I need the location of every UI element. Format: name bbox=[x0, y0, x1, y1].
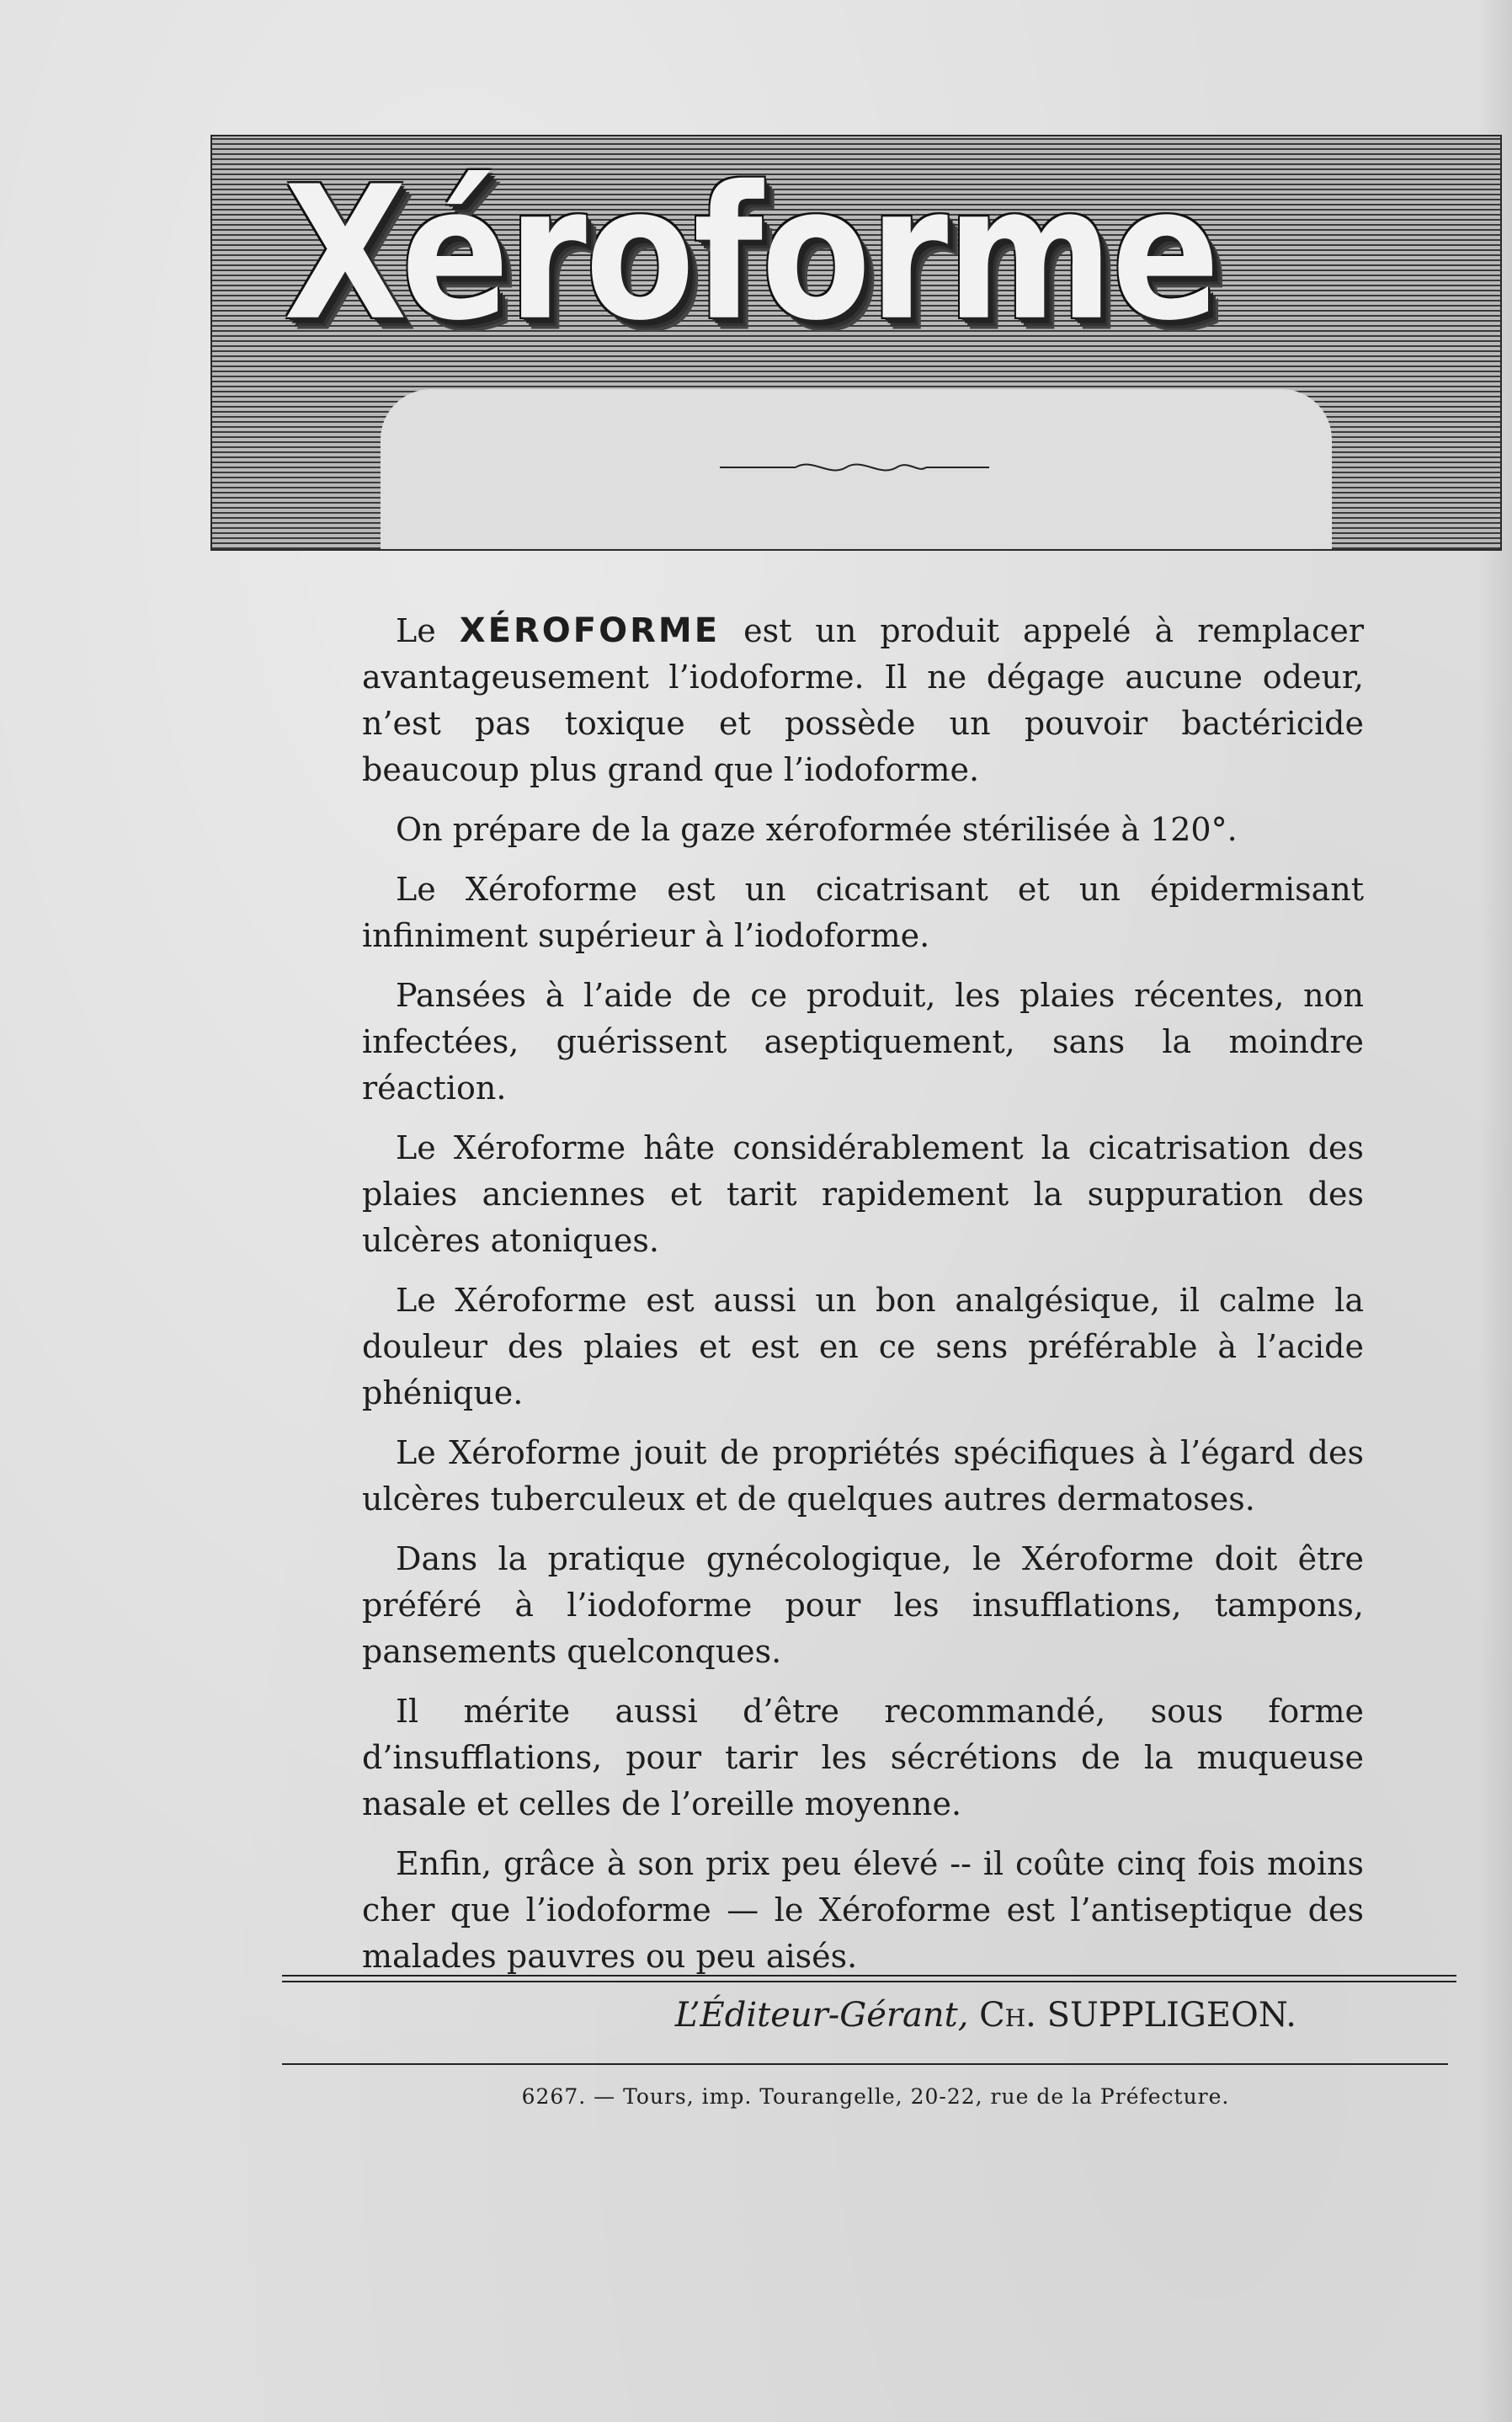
paragraph-8: Dans la pratique gynécologique, le Xéroforme doit être préféré à l’iodoforme pour les insufflations, tampons, pansements quelconques. bbox=[362, 1540, 1364, 1670]
paragraph-7: Le Xéroforme jouit de propriétés spécifiques à l’égard des ulcères tuberculeux et de quelques autres dermatoses. bbox=[362, 1434, 1364, 1518]
printer-imprint: 6267. — Tours, imp. Tourangelle, 20-22, rue de la Préfecture. bbox=[521, 2084, 1230, 2109]
paragraph-1 bbox=[362, 608, 1364, 793]
divider-rule-bottom bbox=[282, 2063, 1448, 2065]
paragraph-text: est un produit appelé à remplacer avantageusement l’iodoforme. Il ne dégage aucune odeur, n’est pas toxique et possède un pouvoir bactéricide beaucoup plus grand que l’iodoforme. bbox=[362, 612, 1364, 788]
paragraph-3: Le Xéroforme est un cicatrisant et un épidermisant infiniment supérieur à l’iodoforme. bbox=[362, 871, 1364, 954]
paragraph-10: Enfin, grâce à son prix peu élevé -- il coûte cinq fois moins cher que l’iodoforme — le Xéroforme est l’antiseptique des malades pauvres ou peu aisés. bbox=[362, 1845, 1364, 1975]
divider-rule-top-double bbox=[282, 1981, 1456, 1982]
paragraph-4: Pansées à l’aide de ce produit, les plaies récentes, non infectées, guérissent aseptiquement, sans la moindre réaction. bbox=[362, 977, 1364, 1107]
divider-rule-top bbox=[282, 1975, 1456, 1977]
page-title: Xéroforme bbox=[283, 147, 1219, 361]
signature bbox=[657, 1996, 1296, 2035]
paragraph-prefix: Le bbox=[396, 612, 436, 649]
signature-role: L’Éditeur-Gérant, bbox=[674, 1996, 969, 2035]
paragraph-2: On prépare de la gaze xéroformée stérilisée à 120°. bbox=[396, 811, 1238, 848]
paragraph-9: Il mérite aussi d’être recommandé, sous forme d’insufflations, pour tarir les sécrétions de la muqueuse nasale et celles de l’oreille moyenne. bbox=[362, 1693, 1364, 1822]
title-banner bbox=[210, 135, 1502, 551]
paragraph-5: Le Xéroforme hâte considérablement la cicatrisation des plaies anciennes et tarit rapidement la suppuration des ulcères atoniques. bbox=[362, 1129, 1364, 1259]
ornament-divider-icon bbox=[720, 455, 989, 480]
paragraph-6: Le Xéroforme est aussi un bon analgésique, il calme la douleur des plaies et est en ce sens préférable à l’acide phénique. bbox=[362, 1282, 1364, 1411]
lead-word: XÉROFORME bbox=[459, 611, 721, 650]
signature-name: Ch. SUPPLIGEON. bbox=[979, 1996, 1296, 2035]
article-body bbox=[362, 608, 1364, 1993]
